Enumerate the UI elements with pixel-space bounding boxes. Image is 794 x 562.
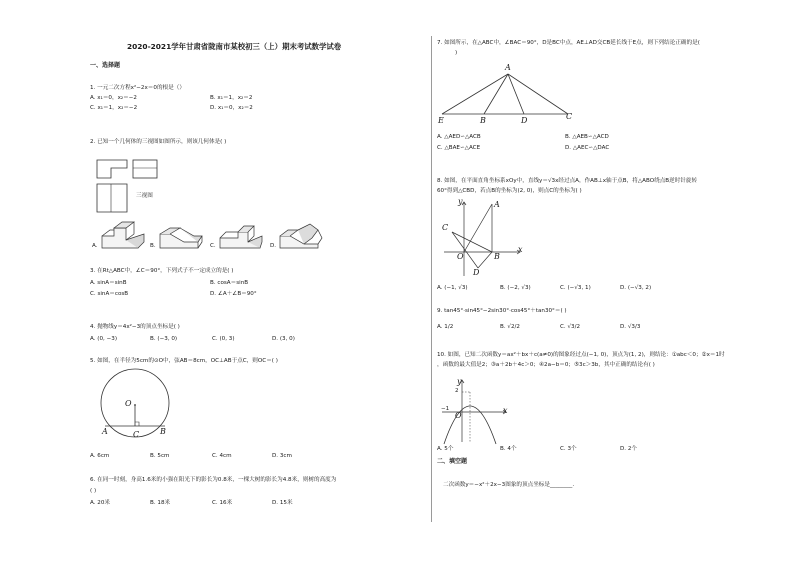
- q7-label-e: E: [438, 116, 444, 125]
- q1-option-d: D. x₁＝0，x₂＝2: [210, 105, 253, 111]
- q5-label-a: A: [102, 427, 108, 436]
- q2-option-a: A.: [92, 243, 98, 249]
- q2-stem: 2. 已知一个几何体的三视图如图所示，则该几何体是( ): [90, 139, 227, 145]
- q2-option-b-solid: [158, 220, 204, 250]
- q6-stem: 6. 在同一时刻，身高1.6米的小强在阳光下的影长为0.8米，一棵大树的影长为4.8米，则树的高度为: [90, 477, 337, 483]
- q6-option-a: A. 20米: [90, 500, 110, 506]
- q10-option-a: A. 5个: [437, 446, 454, 452]
- q7-option-b: B. △AEB∽△ACD: [565, 134, 609, 140]
- q2-three-view-figure: [95, 152, 165, 214]
- q4-option-d: D. (3, 0): [272, 336, 295, 342]
- q9-option-c: C. √3/2: [560, 324, 581, 330]
- q7-label-a: A: [505, 63, 511, 72]
- q7-option-a: A. △AED∽△ACB: [437, 134, 481, 140]
- column-divider: [431, 36, 432, 522]
- q2-option-b: B.: [150, 243, 156, 249]
- q7-label-d: D: [521, 116, 528, 125]
- q7-label-c: C: [566, 112, 573, 121]
- q9-option-b: B. √2/2: [500, 324, 520, 330]
- q2-option-c: C.: [210, 243, 216, 249]
- q7-stem-paren: ): [455, 50, 458, 56]
- exam-title: 2020-2021学年甘肃省陇南市某校初三（上）期末考试数学试卷: [127, 42, 342, 51]
- q4-stem: 4. 抛物线y＝4x²−3的顶点坐标是( ): [90, 324, 180, 330]
- q8-label-b: B: [494, 252, 500, 261]
- q1-stem: 1. 一元二次方程x²−2x＝0的根是（）: [90, 85, 185, 91]
- q10-label-x: x: [503, 406, 508, 415]
- q7-stem: 7. 如图所示，在△ABC中，∠BAC＝90°，D是BC中点，AE⊥AD交CB延长线于E点，则下列结论正确的是(: [437, 40, 700, 46]
- q10-option-c: C. 3个: [560, 446, 577, 452]
- section-heading-fill: 二、填空题: [437, 458, 468, 465]
- q8-label-x: x: [518, 245, 523, 254]
- q5-stem: 5. 如图，在半径为5cm的⊙O中，弦AB＝8cm，OC⊥AB于点C，则OC＝( ): [90, 358, 278, 364]
- q8-option-b: B. (−2, √3): [500, 285, 531, 291]
- q3-option-d: D. ∠A＋∠B＝90°: [210, 291, 257, 297]
- q8-label-c: C: [442, 223, 449, 232]
- q2-option-c-solid: [218, 220, 264, 250]
- q5-option-b: B. 5cm: [150, 453, 170, 459]
- q10-parabola-figure: [440, 378, 510, 444]
- q7-label-b: B: [480, 116, 486, 125]
- q2-three-view-label: 三视图: [136, 193, 153, 199]
- q5-option-d: D. 3cm: [272, 453, 292, 459]
- q8-label-d: D: [473, 268, 480, 277]
- q8-label-o: O: [457, 252, 464, 261]
- q1-option-b: B. x₁＝1，x₂＝2: [210, 95, 253, 101]
- q11-stem: 二次函数y＝−x²＋2x−3图象的顶点坐标是________.: [443, 482, 575, 488]
- q9-option-a: A. 1/2: [437, 324, 454, 330]
- q9-stem: 9. tan45°·sin45°−2sin30°·cos45°＋tan30°＝( ): [437, 308, 567, 314]
- q6-option-d: D. 15米: [272, 500, 293, 506]
- q7-option-d: D. △AEC∽△DAC: [565, 145, 610, 151]
- q10-label-neg1: −1: [441, 406, 450, 412]
- q1-option-c: C. x₁＝1，x₂＝−2: [90, 105, 138, 111]
- q10-option-d: D. 2个: [620, 446, 638, 452]
- q3-option-a: A. sinA＝sinB: [90, 280, 127, 286]
- q10-label-two: 2: [455, 388, 459, 394]
- q8-option-d: D. (−√3, 2): [620, 285, 652, 291]
- q7-triangle-figure: [440, 70, 572, 120]
- q9-option-d: D. √3/3: [620, 324, 641, 330]
- q4-option-c: C. (0, 3): [212, 336, 235, 342]
- q10-stem: 10. 如图，已知二次函数y＝ax²＋bx＋c(a≠0)的图象经过点(−1, 0)，顶点为(1, 2)，则结论：①abc＜0；②x＝1时: [437, 352, 725, 358]
- q6-stem-paren: ( ): [90, 488, 97, 494]
- q2-option-d-solid: [278, 220, 324, 250]
- q6-option-b: B. 18米: [150, 500, 171, 506]
- section-heading-choice: 一、选择题: [90, 62, 121, 69]
- q4-option-a: A. (0, −3): [90, 336, 118, 342]
- q5-label-o: O: [125, 399, 132, 408]
- q1-option-a: A. x₁＝0，x₂＝−2: [90, 95, 137, 101]
- q8-stem: 8. 如图，在平面直角坐标系xOy中，直线y＝√3x经过点A，作AB⊥x轴于点B，将△ABO绕点B逆时针旋转: [437, 178, 698, 184]
- q5-option-a: A. 6cm: [90, 453, 110, 459]
- q10-label-o: O: [455, 411, 462, 420]
- q2-option-d: D.: [270, 243, 277, 249]
- q10-label-y: y: [457, 377, 462, 386]
- q3-option-c: C. sinA＝cosB: [90, 291, 129, 297]
- q6-option-c: C. 16米: [212, 500, 233, 506]
- q10-stem-line2: ，函数的最大值是2；③a＋2b＋4c＞0；④2a−b＝0；⑤3c＞3b，其中正确的结论有( ): [437, 362, 655, 368]
- q7-option-c: C. △BAE∽△ACE: [437, 145, 481, 151]
- q8-label-y: y: [458, 197, 463, 206]
- q5-option-c: C. 4cm: [212, 453, 232, 459]
- q8-option-a: A. (−1, √3): [437, 285, 468, 291]
- q3-option-b: B. cosA＝sinB: [210, 280, 249, 286]
- q8-coordinate-figure: [440, 198, 524, 278]
- q3-stem: 3. 在Rt△ABC中，∠C＝90°，下列式子不一定成立的是( ): [90, 268, 234, 274]
- q8-option-c: C. (−√3, 1): [560, 285, 591, 291]
- q8-stem-line2: 60°得到△CBD，若点B的坐标为(2, 0)，则点C的坐标为( ): [437, 188, 582, 194]
- q5-label-b: B: [160, 427, 166, 436]
- q5-label-c: C: [133, 430, 140, 439]
- q8-label-a: A: [494, 200, 500, 209]
- q4-option-b: B. (−3, 0): [150, 336, 178, 342]
- q10-option-b: B. 4个: [500, 446, 517, 452]
- q2-option-a-solid: [100, 220, 146, 250]
